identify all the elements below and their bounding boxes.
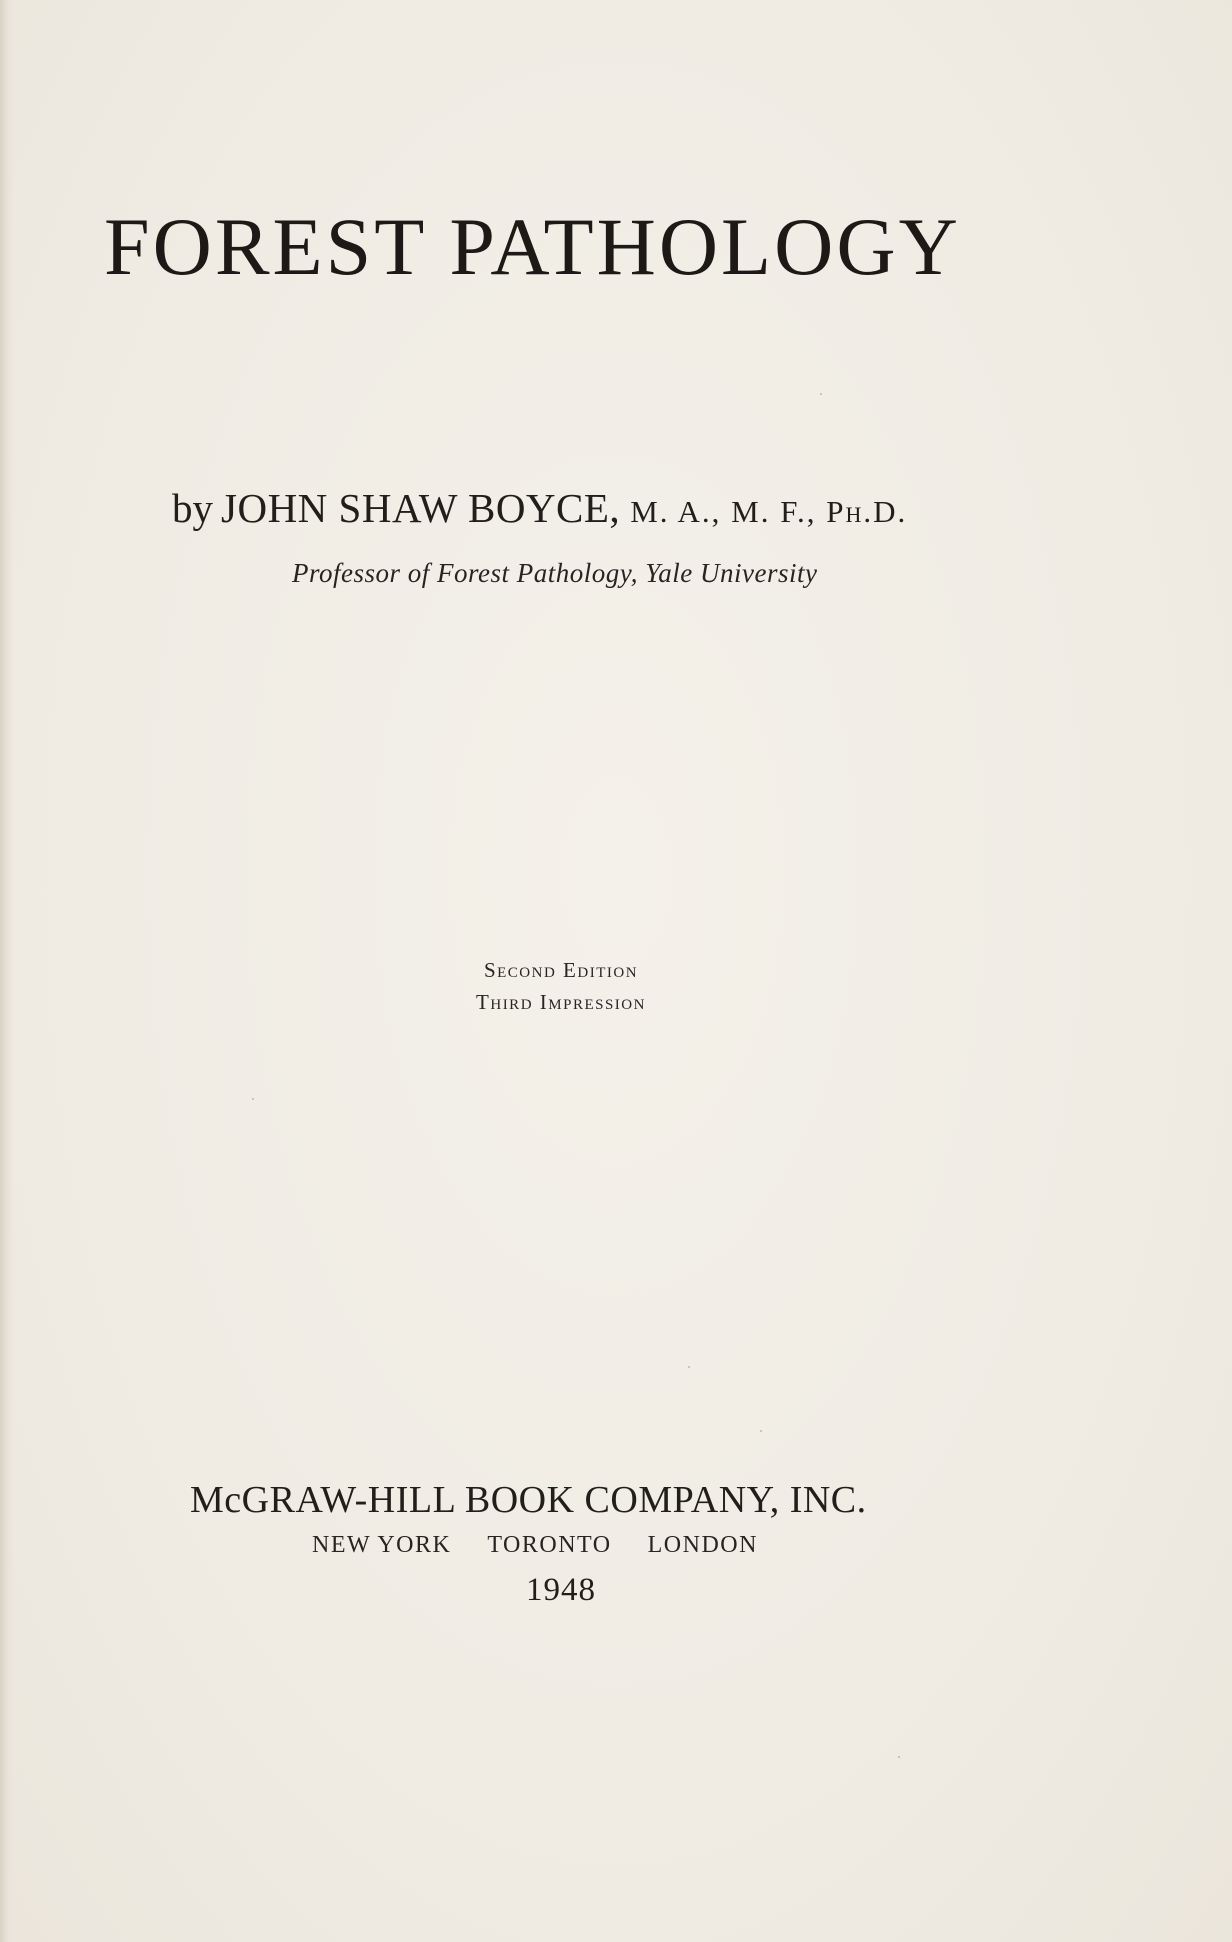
- publication-year: 1948: [526, 1572, 596, 1608]
- paper-speck: [252, 1098, 254, 1100]
- paper-speck: [760, 1430, 762, 1432]
- edition-line: Second Edition: [483, 958, 639, 982]
- author-degrees: M. A., M. F., Ph.D.: [630, 494, 908, 529]
- paper-speck: [898, 1756, 900, 1758]
- impression-line: Third Impression: [476, 990, 646, 1014]
- byline: [172, 485, 908, 531]
- publisher-name: McGRAW-HILL BOOK COMPANY, INC.: [190, 1479, 867, 1521]
- author-name: JOHN SHAW BOYCE,: [221, 485, 621, 531]
- author-affiliation: Professor of Forest Pathology, Yale University: [292, 558, 818, 588]
- city-new-york: NEW YORK: [312, 1532, 452, 1558]
- byline-prefix: by: [172, 485, 213, 531]
- publisher-cities: [312, 1532, 758, 1559]
- city-toronto: TORONTO: [487, 1532, 612, 1558]
- book-title: FOREST PATHOLOGY: [104, 201, 961, 292]
- paper-speck: [688, 1366, 690, 1368]
- city-london: LONDON: [647, 1532, 758, 1558]
- paper-speck: [820, 393, 822, 395]
